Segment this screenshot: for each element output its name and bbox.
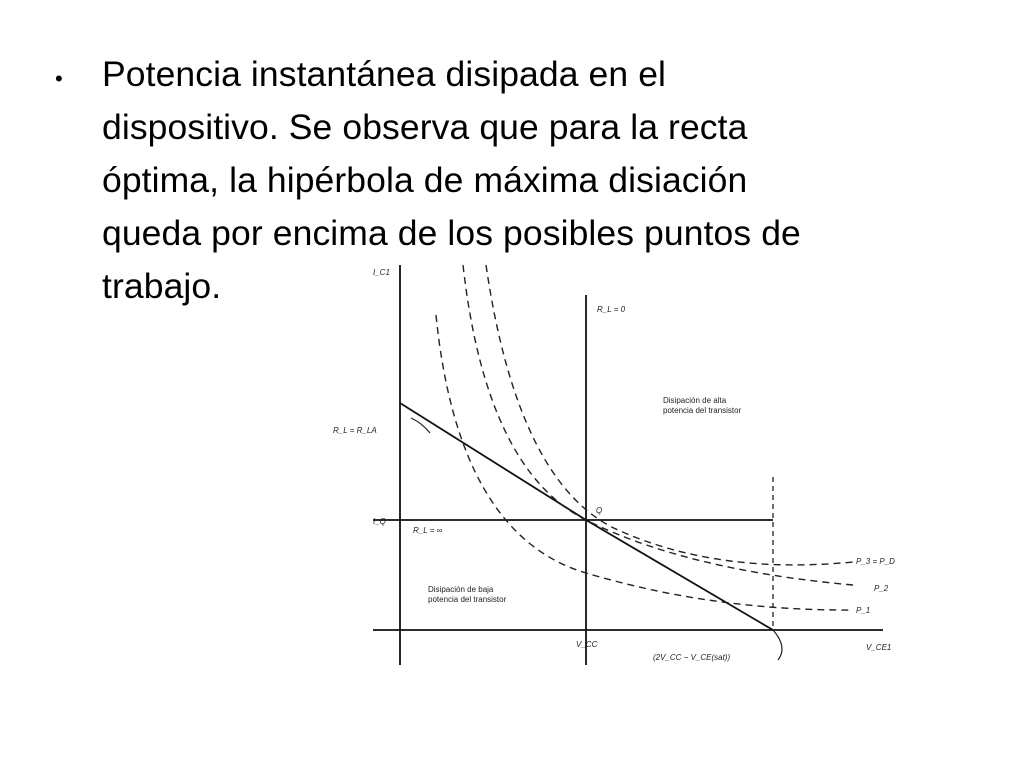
p2-label: P_2 — [874, 584, 889, 593]
vcc-label: V_CC — [576, 640, 598, 649]
high-dissipation-label: Disipación de alta — [663, 396, 727, 405]
load-line-diagram — [318, 255, 898, 675]
bottom-pointer — [773, 630, 782, 660]
bottom-voltage-label: (2V_CC − V_CE(sat)) — [653, 653, 731, 662]
x-axis-label: V_CE1 — [866, 643, 892, 652]
low-dissipation-label: potencia del transistor — [428, 595, 507, 604]
y-axis-label: I_C1 — [373, 268, 390, 277]
bullet-text-line: Potencia instantánea disipada en el — [102, 54, 667, 94]
bullet-text-line: trabajo. — [102, 266, 222, 306]
q-point-label: Q — [596, 506, 603, 515]
iq-label: I_Q — [373, 517, 386, 526]
power-dissipation-figure — [318, 255, 898, 680]
hyperbola-p1 — [436, 315, 853, 610]
bullet-text-line: dispositivo. Se observa que para la recta — [102, 107, 748, 147]
bullet-dot-icon: • — [55, 66, 63, 91]
bullet-text-line: óptima, la hipérbola de máxima disiación — [102, 160, 748, 200]
rl-infinite-label: R_L = ∞ — [413, 526, 443, 535]
rl-rla-label: R_L = R_LA — [333, 426, 377, 435]
rl-zero-label: R_L = 0 — [597, 305, 626, 314]
p3-label: P_3 = P_D — [856, 557, 895, 566]
low-dissipation-label: Disipación de baja — [428, 585, 494, 594]
high-dissipation-label: potencia del transistor — [663, 406, 742, 415]
bullet-text-line: queda por encima de los posibles puntos de — [102, 213, 801, 253]
p1-label: P_1 — [856, 606, 871, 615]
